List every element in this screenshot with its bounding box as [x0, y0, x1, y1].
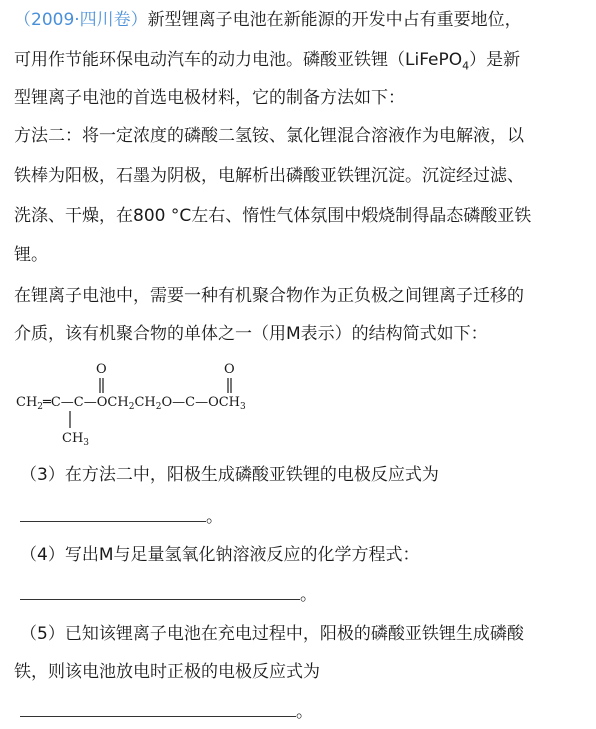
chain-sub-2: 2 [155, 402, 162, 412]
answer-blank-5[interactable] [20, 700, 296, 717]
intro-text-1: 新型锂离子电池在新能源的开发中占有重要地位， [147, 10, 522, 30]
main-chain [16, 395, 246, 412]
structure-formula [14, 358, 314, 448]
question-4-answer [20, 583, 317, 607]
ch2-left-sub: 2 [37, 402, 44, 412]
answer-blank-4[interactable] [20, 583, 300, 600]
method2-line-3: 洗涤、干燥，在800 °C左右、惰性气体氛围中煅烧制得晶态磷酸亚铁 [14, 206, 532, 226]
answer-blank-3[interactable] [20, 505, 206, 522]
chain-segment-3: O—C—OCH [161, 395, 241, 410]
polymer-line-1: 在锂离子电池中，需要一种有机聚合物作为正负极之间锂离子迁移的 [14, 286, 524, 306]
intro-line-1 [14, 8, 522, 32]
chain-sub-3: 3 [240, 402, 246, 412]
question-5-line-2: 铁，则该电池放电时正极的电极反应式为 [14, 662, 320, 682]
question-3-answer [20, 505, 223, 529]
intro-line-3: 型锂离子电池的首选电极材料，它的制备方法如下： [14, 88, 405, 108]
question-4: （4）写出M与足量氢氧化钠溶液反应的化学方程式： [20, 545, 420, 565]
methyl-group [62, 431, 89, 448]
method2-line-2: 铁棒为阳极，石墨为阴极，电解析出磷酸亚铁锂沉淀。沉淀经过滤、 [14, 166, 524, 186]
carbonyl-oxygen-1: O [96, 362, 107, 377]
chain-segment-2: CH [134, 395, 156, 410]
chain-segment-1: ═C—C—OCH [43, 395, 129, 410]
question-5-answer [20, 700, 313, 724]
methyl-sub: 3 [83, 438, 90, 448]
question-5-line-1: （5）已知该锂离子电池在充电过程中，阳极的磷酸亚铁锂生成磷酸 [20, 624, 524, 644]
method2-line-1: 方法二：将一定浓度的磷酸二氢铵、氯化锂混合溶液作为电解液，以 [14, 126, 524, 146]
formula-subscript: 4 [462, 59, 470, 73]
ch2-left: CH [16, 395, 38, 410]
q3-period: 。 [206, 507, 223, 527]
polymer-line-2: 介质，该有机聚合物的单体之一（用M表示）的结构简式如下： [14, 324, 488, 344]
method2-line-4: 锂。 [14, 245, 48, 265]
intro-text-2-end: ）是新 [469, 50, 521, 70]
intro-text-2: 可用作节能环保电动汽车的动力电池。磷酸亚铁锂（LiFePO [14, 50, 463, 70]
intro-line-2 [14, 48, 520, 78]
source-tag: （2009·四川卷） [14, 10, 148, 30]
q5-period: 。 [296, 702, 313, 722]
methyl-text: CH [62, 431, 84, 446]
question-3: （3）在方法二中，阳极生成磷酸亚铁锂的电极反应式为 [20, 465, 439, 485]
carbonyl-oxygen-2: O [224, 362, 235, 377]
q4-period: 。 [300, 585, 317, 605]
chain-sub-1: 2 [128, 402, 135, 412]
